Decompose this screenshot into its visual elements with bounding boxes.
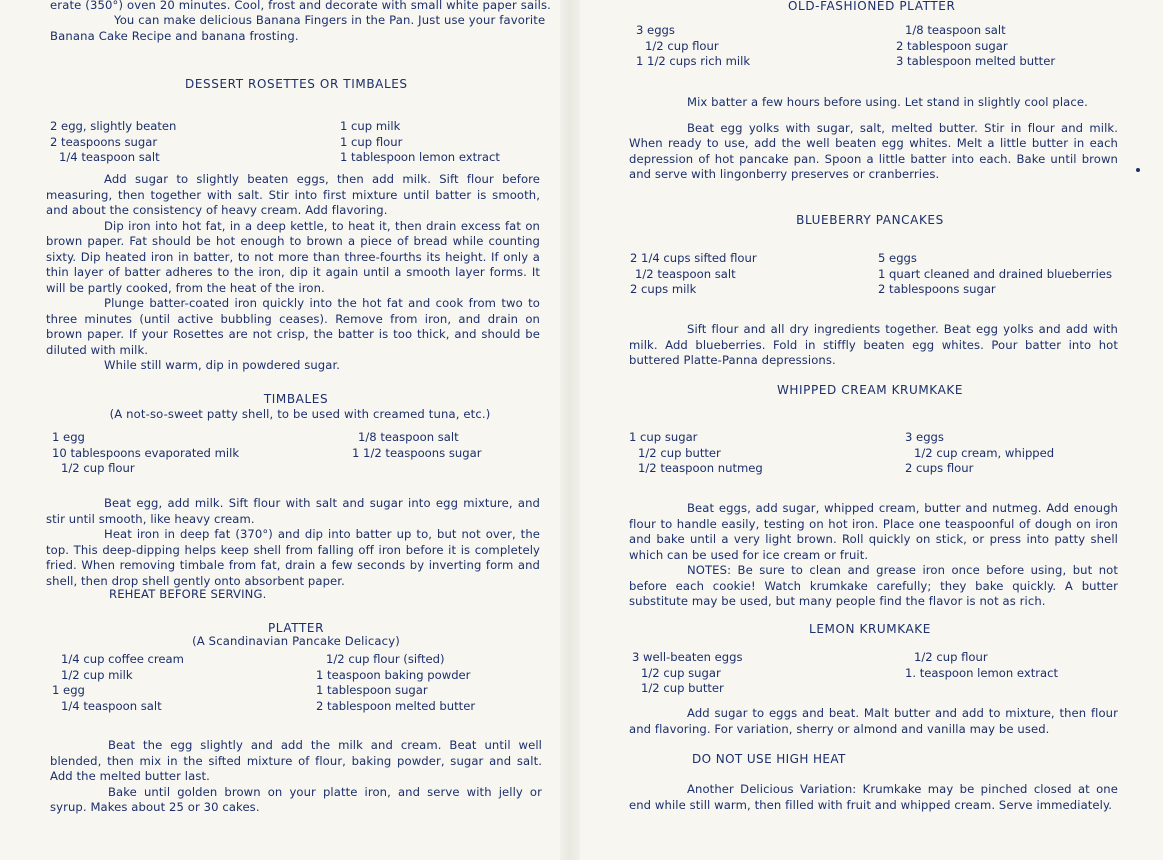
ingredient: 3 well-beaten eggs [632, 650, 743, 664]
platter-title: PLATTER [267, 621, 325, 635]
ingredient: 1 cup sugar [629, 430, 698, 444]
ingredient: 1 egg [52, 683, 85, 697]
paragraph: Plunge batter-coated iron quickly into the hot fat and cook from two to three minutes (until active bubbling ceases). Remove from iron, and drain on brown paper. If your Rosettes are not crisp, the batter is too thick, and should be diluted with milk. [46, 296, 540, 357]
ingredient: 1/2 cup sugar [641, 665, 721, 680]
ingredient: 1 1/2 cups rich milk [636, 54, 751, 68]
ingredient: 2 tablespoons sugar [878, 282, 996, 296]
intro-line-1: erate (350°) oven 20 minutes. Cool, frost and decorate with small white paper sails. [50, 0, 551, 12]
ingredient: 1 1/2 teaspoons sugar [352, 445, 482, 460]
ingredient: 1/2 teaspoon salt [635, 266, 736, 281]
timbales-subtitle: (A not-so-sweet patty shell, to be used with creamed tuna, etc.) [109, 407, 491, 421]
ingredient: 1 tablespoon sugar [316, 683, 428, 697]
paragraph: Heat iron in deep fat (370°) and dip into batter up to, but not over, the top. This deep-dipping helps keep shell from falling off iron before it is completely fried. When removing timbale from fat, drain a few seconds by inverting form and shell, then drop shell gently onto absorbent paper. [46, 527, 540, 588]
ingredient: 5 eggs [878, 251, 917, 265]
blueberry-directions [629, 322, 1118, 369]
platter-subtitle: (A Scandinavian Pancake Delicacy) [192, 634, 400, 648]
ingredient: 1/8 teaspoon salt [905, 23, 1006, 37]
ingredient: 1 tablespoon lemon extract [340, 150, 500, 164]
ingredient: 2 egg, slightly beaten [50, 119, 177, 133]
ingredient: 2 cups milk [630, 282, 697, 296]
timbales-ingredients-left [52, 430, 239, 477]
timbales-ingredients-right [352, 430, 481, 461]
blueberry-ingredients-left [630, 251, 757, 298]
ingredient: 1/2 cup butter [641, 681, 724, 695]
ingredient: 1 cup milk [340, 119, 401, 133]
intro-line-3: Banana Cake Recipe and banana frosting. [50, 29, 299, 43]
left-page [0, 0, 560, 860]
paragraph: Dip iron into hot fat, in a deep kettle, to heat it, then drain excess fat on brown paper. Fat should be hot enough to brown a piece of bread while counting sixty. Dip heated iron in batter, to not more than three-fourths its height. If only a thin layer of batter adheres to the iron, dip it again until a smooth layer forms. It will be partly cooked, from the heat of the iron. [46, 218, 540, 295]
paragraph: Beat eggs, add sugar, whipped cream, butter and nutmeg. Add enough flour to handle easily, testing on hot iron. Place one teaspoonful of dough on iron and bake until a very light brown. Roll quickly on stick, or press into patty shell which can be used for ice cream or fruit. [629, 501, 1118, 562]
rosettes-ingredients-left [50, 119, 176, 166]
lemon-ingredients-left [632, 650, 743, 697]
ingredient: 1/2 cup flour [61, 461, 135, 475]
old-fashioned-directions [629, 95, 1118, 183]
ingredient: 2 tablespoon sugar [896, 38, 1008, 53]
ingredient: 1/2 cup butter [638, 445, 721, 460]
ingredient: 1 quart cleaned and drained blueberries [878, 266, 1112, 281]
paragraph: Beat egg, add milk. Sift flour with salt and sugar into egg mixture, and stir until smooth, like heavy cream. [46, 496, 540, 526]
ingredient: 1. teaspoon lemon extract [905, 665, 1059, 680]
ingredient: 1/4 teaspoon salt [61, 698, 162, 713]
old-fashioned-title: OLD-FASHIONED PLATTER [788, 0, 956, 13]
lemon-title: LEMON KRUMKAKE [809, 622, 931, 636]
whipped-ingredients-right [905, 430, 1054, 477]
ingredient: 1/2 teaspoon nutmeg [638, 461, 763, 475]
old-fashioned-ingredients-left [636, 23, 750, 70]
rosettes-title: DESSERT ROSETTES OR TIMBALES [185, 77, 408, 91]
platter-directions [50, 738, 542, 816]
paragraph: Mix batter a few hours before using. Let stand in slightly cool place. [687, 95, 1088, 109]
paragraph: Add sugar to slightly beaten eggs, then add milk. Sift flour before measuring, then together with salt. Stir into first mixture until batter is smooth, and about the consistency of heavy cream. Add flavoring. [46, 172, 540, 217]
lemon-directions [629, 706, 1118, 737]
ingredient: 1/2 cup flour (sifted) [326, 652, 445, 666]
heat-warning: DO NOT USE HIGH HEAT [692, 752, 846, 766]
ingredient: 1/2 cup milk [61, 667, 133, 682]
ingredient: 2 cups flour [905, 461, 974, 475]
ingredient: 1/2 cup cream, whipped [914, 445, 1055, 460]
whipped-directions [629, 501, 1118, 610]
page-gutter [560, 0, 580, 860]
ingredient: 1 teaspoon baking powder [316, 667, 471, 682]
ingredient: 2 1/4 cups sifted flour [630, 251, 757, 265]
paragraph: NOTES: Be sure to clean and grease iron once before using, but not before each cookie! Watch krumkake carefully; they bake quickly. A butter substitute may be used, but many people find the flavor is not as rich. [629, 563, 1118, 608]
ingredient: 3 tablespoon melted butter [896, 54, 1056, 68]
paragraph: Beat egg yolks with sugar, salt, melted butter. Stir in flour and milk. When ready to use, add the well beaten egg whites. Melt a little butter in each depression of hot pancake pan. Spoon a little batter into each. Bake until brown and serve with lingonberry preserves or cranberries. [629, 120, 1118, 181]
platter-ingredients-left [52, 652, 184, 714]
intro-line-2: You can make delicious Banana Fingers in the Pan. Just use your favorite [114, 13, 546, 27]
lemon-ingredients-right [905, 650, 1058, 681]
ingredient: 3 eggs [905, 430, 944, 444]
timbales-reheat-note: REHEAT BEFORE SERVING. [109, 587, 267, 601]
whipped-cream-title: WHIPPED CREAM KRUMKAKE [776, 383, 964, 397]
timbales-directions [46, 496, 540, 589]
old-fashioned-ingredients-right [896, 23, 1055, 70]
platter-ingredients-right [316, 652, 475, 714]
ingredient: 3 eggs [636, 23, 675, 37]
ingredient: 1 egg [52, 430, 85, 444]
timbales-title: TIMBALES [263, 392, 329, 406]
ingredient: 1/2 cup flour [645, 38, 719, 53]
blueberry-ingredients-right [878, 251, 1112, 298]
ingredient: 1/8 teaspoon salt [358, 430, 459, 444]
right-page [580, 0, 1120, 860]
ingredient: 2 tablespoon melted butter [316, 698, 476, 713]
page-mark [1136, 168, 1140, 172]
paragraph: Beat the egg slightly and add the milk and cream. Beat until well blended, then mix in the sifted mixture of flour, baking powder, sugar and salt. Add the melted butter last. [50, 738, 542, 783]
ingredient: 1/4 teaspoon salt [59, 150, 160, 164]
paragraph: While still warm, dip in powdered sugar. [104, 358, 341, 372]
blueberry-title: BLUEBERRY PANCAKES [796, 213, 944, 227]
ingredient: 1 cup flour [340, 134, 403, 149]
paragraph: Sift flour and all dry ingredients together. Beat egg yolks and add with milk. Add blueberries. Fold in stiffly beaten egg whites. Pour batter into hot buttered Platte-Panna depressions. [629, 322, 1118, 367]
ingredient: 2 teaspoons sugar [50, 134, 158, 149]
whipped-ingredients-left [629, 430, 763, 477]
paragraph: Add sugar to eggs and beat. Malt butter and add to mixture, then flour and flavoring. For variation, sherry or almond and vanilla may be used. [629, 706, 1118, 736]
paragraph: Another Delicious Variation: Krumkake may be pinched closed at one end while still warm, then filled with fruit and whipped cream. Serve immediately. [629, 782, 1118, 812]
rosettes-directions [46, 172, 540, 374]
rosettes-ingredients-right [340, 119, 500, 166]
ingredient: 1/4 cup coffee cream [61, 652, 184, 666]
ingredient: 1/2 cup flour [914, 650, 988, 664]
variation-note [629, 782, 1118, 813]
paragraph: Bake until golden brown on your platte iron, and serve with jelly or syrup. Makes about 25 or 30 cakes. [50, 784, 542, 814]
ingredient: 10 tablespoons evaporated milk [52, 445, 240, 460]
